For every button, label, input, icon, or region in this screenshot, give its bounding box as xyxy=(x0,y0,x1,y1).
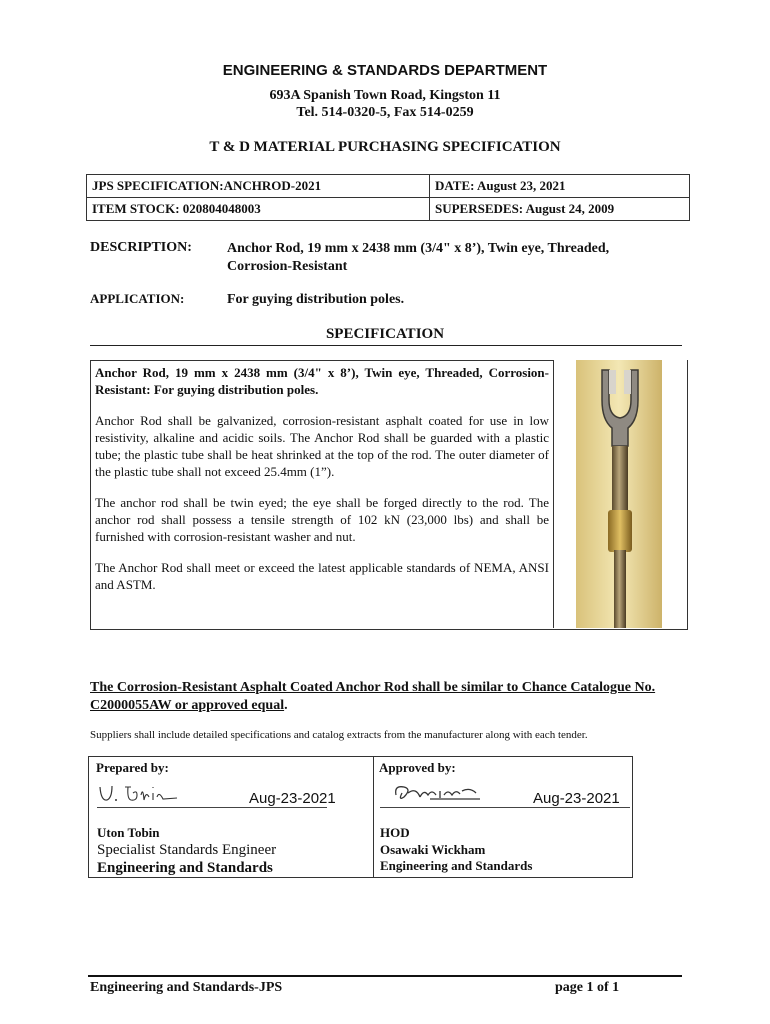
approved-date: Aug-23-2021 xyxy=(533,790,620,807)
item-stock-cell: ITEM STOCK: 020804048003 xyxy=(87,198,430,221)
table-row xyxy=(87,198,690,221)
application-label: APPLICATION: xyxy=(90,291,185,306)
signature-line xyxy=(97,807,327,808)
signature-line xyxy=(380,807,630,808)
supersedes-cell: SUPERSEDES: August 24, 2009 xyxy=(430,198,690,221)
approver-role: HOD xyxy=(380,825,410,840)
specification-paragraph: The anchor rod shall be twin eyed; the eye shall be forged directly to the rod. The anchor rod shall possess a tensile strength of 102 kN (23,000 lbs) and shall be furnished with corrosion-resistant washer and nut. xyxy=(95,495,549,544)
date-cell: DATE: August 23, 2021 xyxy=(430,175,690,198)
address-line: 693A Spanish Town Road, Kingston 11 xyxy=(269,88,501,103)
preparer-title: Specialist Standards Engineer xyxy=(97,842,277,858)
department-title: ENGINEERING & STANDARDS DEPARTMENT xyxy=(222,62,548,79)
preparer-department: Engineering and Standards xyxy=(97,860,273,876)
prepared-by-box xyxy=(88,756,374,878)
page-number: page 1 of 1 xyxy=(555,980,620,995)
signature-image xyxy=(97,781,192,807)
application-value: For guying distribution poles. xyxy=(227,292,405,307)
anchor-rod-photo xyxy=(554,360,687,628)
description-line-2: Corrosion-Resistant xyxy=(227,259,348,274)
contact-line: Tel. 514-0320-5, Fax 514-0259 xyxy=(296,105,474,120)
specification-paragraph: The Anchor Rod shall meet or exceed the latest applicable standards of NEMA, ANSI and ASTM. xyxy=(95,560,549,592)
suppliers-note: Suppliers shall include detailed specifications and catalog extracts from the manufacturer along with each tender. xyxy=(90,729,588,741)
footer-divider xyxy=(88,975,682,977)
anchor-rod-image xyxy=(553,360,687,628)
approved-by-box xyxy=(372,756,633,878)
divider xyxy=(90,345,682,346)
document-title: T & D MATERIAL PURCHASING SPECIFICATION xyxy=(209,139,561,155)
note-period: . xyxy=(284,698,288,713)
prepared-date: Aug-23-2021 xyxy=(249,790,336,807)
footer-department: Engineering and Standards-JPS xyxy=(90,980,283,995)
approver-name: Osawaki Wickham xyxy=(380,842,486,857)
approved-by-label: Approved by: xyxy=(379,760,456,775)
specification-text xyxy=(95,364,549,607)
similar-catalogue-note xyxy=(90,679,690,715)
specification-intro: Anchor Rod, 19 mm x 2438 mm (3/4" x 8’), Twin eye, Threaded, Corrosion-Resistant: For guying distribution poles. xyxy=(95,365,549,397)
spec-info-table xyxy=(86,174,690,221)
address-block xyxy=(0,87,770,121)
description-label: DESCRIPTION: xyxy=(90,240,192,255)
specification-paragraph: Anchor Rod shall be galvanized, corrosion-resistant asphalt coated for use in low resistivity, alkaline and acidic soils. The Anchor Rod shall be guarded with a plastic tube; the plastic tube shall be heat shrinked at the top of the rod. The outer diameter of the plastic tube shall not exceed 25.4mm (1”). xyxy=(95,413,549,479)
description-value xyxy=(227,240,667,276)
specification-heading: SPECIFICATION xyxy=(325,326,445,342)
approver-department: Engineering and Standards xyxy=(380,858,533,873)
preparer-name: Uton Tobin xyxy=(97,825,160,840)
catalogue-reference: The Corrosion-Resistant Asphalt Coated Anchor Rod shall be similar to Chance Catalogue No. C2000055AW or approved equal xyxy=(90,680,656,713)
signature-image xyxy=(390,781,490,809)
table-row xyxy=(87,175,690,198)
description-line-1: Anchor Rod, 19 mm x 2438 mm (3/4" x 8’), Twin eye, Threaded, xyxy=(227,241,610,256)
prepared-by-label: Prepared by: xyxy=(96,760,169,775)
jps-spec-cell: JPS SPECIFICATION:ANCHROD-2021 xyxy=(87,175,430,198)
